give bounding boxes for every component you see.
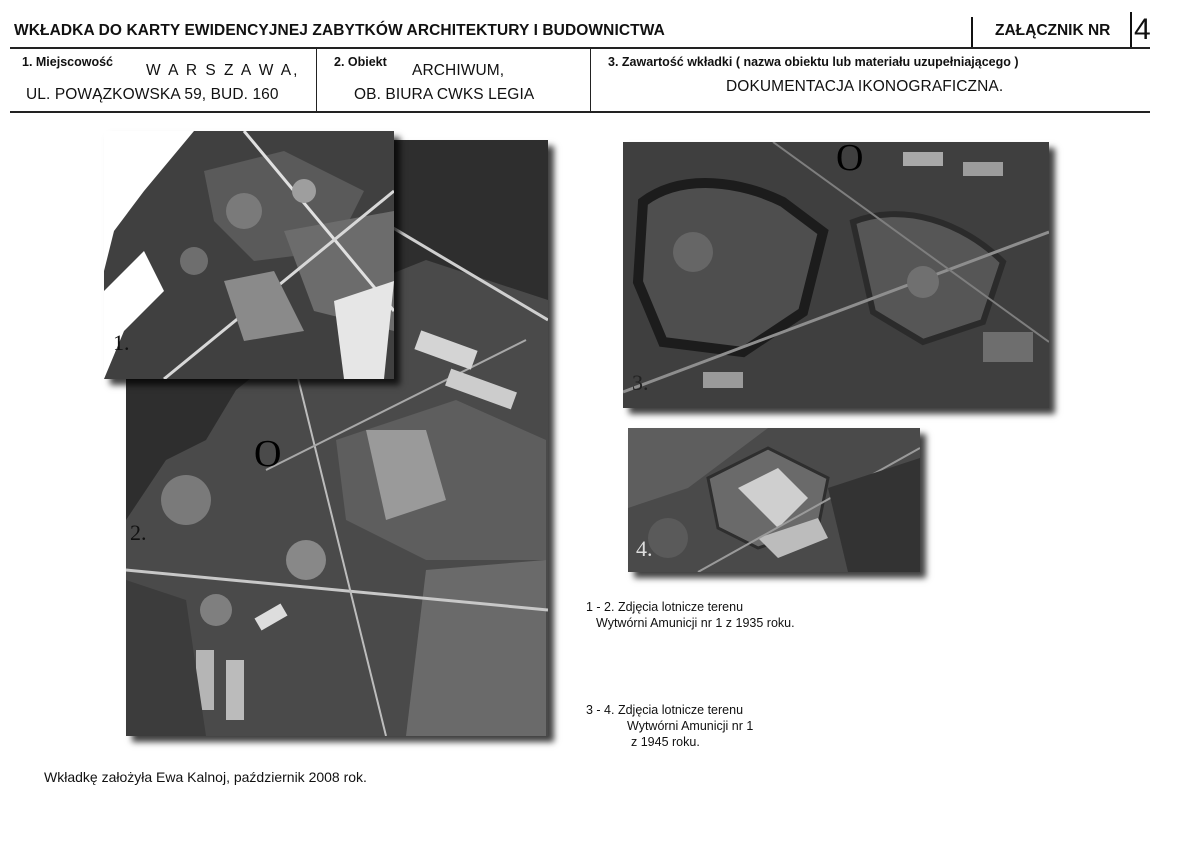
page-title: WKŁADKA DO KARTY EWIDENCYJNEJ ZABYTKÓW ARCHITEKTURY I BUDOWNICTWA bbox=[14, 22, 665, 39]
fields-rule bbox=[10, 111, 1150, 113]
header-rule bbox=[10, 47, 1150, 49]
caption-1945-line2: Wytwórni Amunicji nr 1 bbox=[627, 719, 754, 733]
caption-1945-line3: z 1945 roku. bbox=[631, 735, 700, 749]
photo-1-number: 1. bbox=[113, 330, 130, 355]
annex-label: ZAŁĄCZNIK NR bbox=[995, 22, 1111, 39]
aerial-photo-3 bbox=[623, 142, 1049, 408]
field-separator bbox=[590, 48, 591, 112]
annex-number: 4 bbox=[1130, 12, 1151, 48]
object-detail: OB. BIURA CWKS LEGIA bbox=[354, 86, 535, 103]
aerial-photo-1 bbox=[104, 131, 394, 379]
locality-address: UL. POWĄZKOWSKA 59, BUD. 160 bbox=[26, 86, 279, 103]
caption-1935-line2: Wytwórni Amunicji nr 1 z 1935 roku. bbox=[596, 616, 795, 630]
locality-city: W A R S Z A W A, bbox=[146, 62, 300, 79]
contents-value: DOKUMENTACJA IKONOGRAFICZNA. bbox=[726, 78, 1004, 95]
location-marker: O bbox=[254, 433, 282, 475]
caption-1945-line1: 3 - 4. Zdjęcia lotnicze terenu bbox=[586, 703, 744, 717]
object-name: ARCHIWUM, bbox=[412, 62, 505, 79]
photo-3-number: 3. bbox=[632, 370, 649, 395]
contents-label: 3. Zawartość wkładki ( nazwa obiektu lub materiału uzupełniającego ) bbox=[608, 55, 1019, 69]
field-separator bbox=[316, 48, 317, 112]
photo-2-number: 2. bbox=[130, 520, 147, 545]
object-label: 2. Obiekt bbox=[334, 55, 387, 69]
locality-label: 1. Miejscowość bbox=[22, 55, 114, 69]
caption-1935-line1: 1 - 2. Zdjęcia lotnicze terenu bbox=[586, 600, 744, 614]
header-divider bbox=[971, 17, 973, 47]
author-note: Wkładkę założyła Ewa Kalnoj, październik 2008 rok. bbox=[44, 769, 367, 785]
location-marker: O bbox=[836, 137, 864, 179]
aerial-photo-4 bbox=[628, 428, 920, 572]
photo-4-number: 4. bbox=[636, 536, 653, 561]
